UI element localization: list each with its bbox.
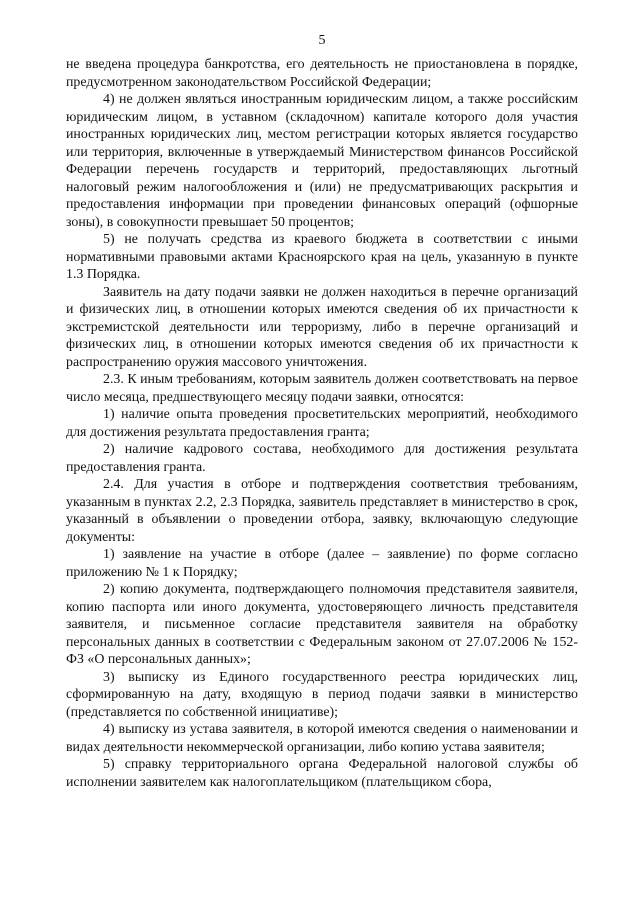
paragraph: 1) наличие опыта проведения просветительских мероприятий, необходимого для достижения результата предоставления гранта;	[66, 407, 578, 440]
paragraph: 4) не должен являться иностранным юридическим лицом, а также российским юридическим лицом, в уставном (складочном) капитале которого доля участия иностранных юридических лиц, местом регистрации которых является государство или территория, включенные в утверждаемый Министерством финансов Российской Федерации перечень государств и территорий, предоставляющих льготный налоговый режим налогообложения и (или) не предусматривающих раскрытия и предоставления информации при проведении финансовых операций (офшорные зоны), в совокупности превышает 50 процентов;	[66, 92, 578, 230]
paragraph: 2) копию документа, подтверждающего полномочия представителя заявителя, копию паспорта или иного документа, удостоверяющего личность представителя заявителя, и письменное согласие представителя заявителя на обработку персональных данных в соответствии с Федеральным законом от 27.07.2006 № 152-ФЗ «О персональных данных»;	[66, 582, 578, 667]
paragraph: 1) заявление на участие в отборе (далее – заявление) по форме согласно приложению № 1 к Порядку;	[66, 547, 578, 580]
paragraph: 4) выписку из устава заявителя, в которой имеются сведения о наименовании и видах деятельности некоммерческой организации, либо копию устава заявителя;	[66, 722, 578, 755]
document-body	[66, 56, 578, 791]
page-number: 5	[318, 33, 326, 48]
paragraph: 5) справку территориального органа Федеральной налоговой службы об исполнении заявителем как налогоплательщиком (плательщиком сбора,	[66, 757, 578, 790]
paragraph: не введена процедура банкротства, его деятельность не приостановлена в порядке, предусмотренном законодательством Российской Федерации;	[66, 57, 578, 90]
paragraph: 2) наличие кадрового состава, необходимого для достижения результата предоставления гранта.	[66, 442, 578, 475]
paragraph: Заявитель на дату подачи заявки не должен находиться в перечне организаций и физических лиц, в отношении которых имеются сведения об их причастности к экстремистской деятельности или терроризму, либо в перечне организаций и физических лиц, в отношении которых имеются сведения об их причастности к распространению оружия массового уничтожения.	[66, 284, 578, 370]
paragraph: 2.3. К иным требованиям, которым заявитель должен соответствовать на первое число месяца, предшествующего месяцу подачи заявки, относятся:	[66, 372, 578, 405]
paragraph: 5) не получать средства из краевого бюджета в соответствии с иными нормативными правовыми актами Красноярского края на цель, указанную в пункте 1.3 Порядка.	[66, 232, 578, 282]
paragraph: 2.4. Для участия в отборе и подтверждения соответствия требованиям, указанным в пунктах 2.2, 2.3 Порядка, заявитель представляет в министерство в срок, указанный в объявлении о проведении отбора, заявку, включающую следующие документы:	[66, 477, 578, 545]
paragraph: 3) выписку из Единого государственного реестра юридических лиц, сформированную на дату, входящую в период подачи заявки в министерство (представляется по собственной инициативе);	[66, 669, 578, 720]
